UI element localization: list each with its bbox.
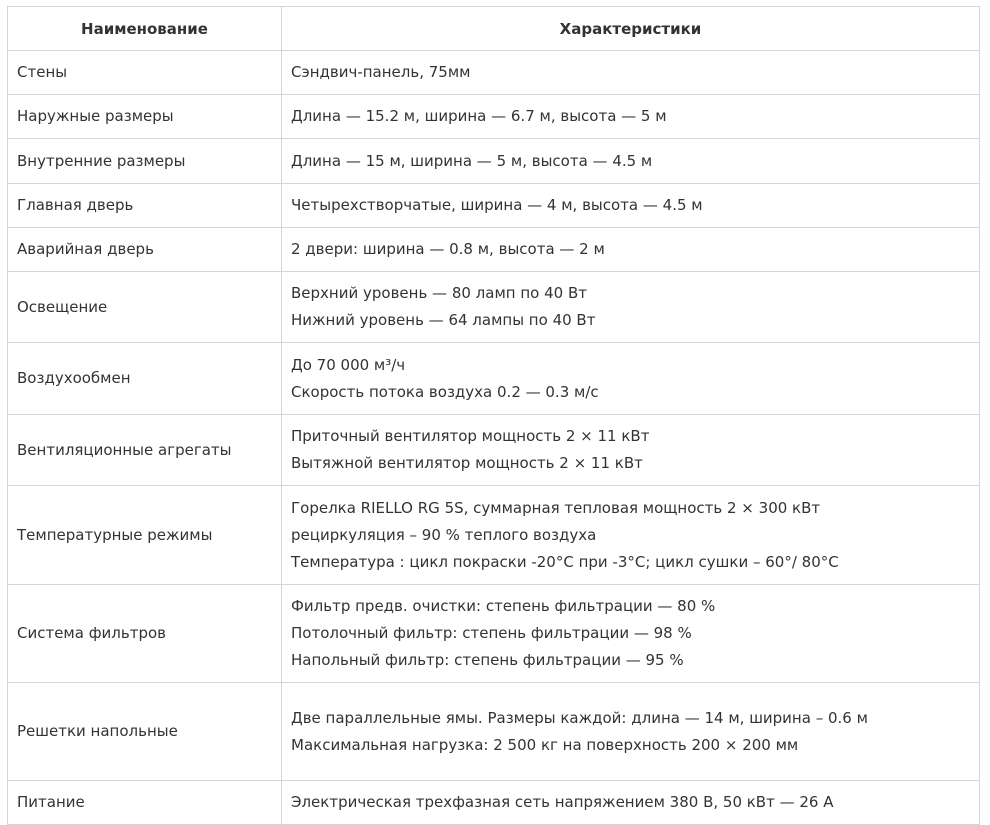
spec-line: Электрическая трехфазная сеть напряжением 380 В, 50 кВт — 26 А bbox=[291, 793, 834, 811]
spec-line: Четырехстворчатые, ширина — 4 м, высота — 4.5 м bbox=[291, 196, 703, 214]
row-specs bbox=[282, 585, 980, 683]
spec-line: Напольный фильтр: степень фильтрации — 95 % bbox=[291, 651, 684, 669]
table-row bbox=[8, 228, 980, 272]
spec-line: 2 двери: ширина — 0.8 м, высота — 2 м bbox=[291, 240, 605, 258]
table-row bbox=[8, 683, 980, 781]
table-row bbox=[8, 415, 980, 486]
spec-line: Вытяжной вентилятор мощность 2 × 11 кВт bbox=[291, 454, 643, 472]
spec-line: Верхний уровень — 80 ламп по 40 Вт bbox=[291, 284, 587, 302]
row-specs bbox=[282, 343, 980, 415]
table-row bbox=[8, 343, 980, 415]
header-name: Наименование bbox=[8, 7, 282, 51]
row-specs bbox=[282, 486, 980, 585]
row-name: Наружные размеры bbox=[8, 95, 282, 139]
row-specs bbox=[282, 781, 980, 825]
table-row bbox=[8, 585, 980, 683]
table-row bbox=[8, 781, 980, 825]
row-specs bbox=[282, 272, 980, 343]
table-row bbox=[8, 272, 980, 343]
spec-line: Температура : цикл покраски -20°С при -3°С; цикл сушки – 60°/ 80°С bbox=[291, 552, 839, 571]
header-row bbox=[8, 7, 980, 51]
row-specs bbox=[282, 228, 980, 272]
spec-line: Сэндвич-панель, 75мм bbox=[291, 63, 471, 81]
table-row bbox=[8, 95, 980, 139]
row-name: Решетки напольные bbox=[8, 683, 282, 781]
spec-table bbox=[7, 6, 980, 825]
spec-line: Максимальная нагрузка: 2 500 кг на поверхность 200 × 200 мм bbox=[291, 735, 799, 754]
row-name: Стены bbox=[8, 51, 282, 95]
row-name: Главная дверь bbox=[8, 184, 282, 228]
row-name: Температурные режимы bbox=[8, 486, 282, 585]
spec-line: До 70 000 м³/ч bbox=[291, 355, 406, 374]
row-specs bbox=[282, 139, 980, 184]
table-row bbox=[8, 139, 980, 184]
row-name: Воздухообмен bbox=[8, 343, 282, 415]
table-row bbox=[8, 184, 980, 228]
row-specs bbox=[282, 415, 980, 486]
row-name: Внутренние размеры bbox=[8, 139, 282, 184]
spec-line: Длина — 15 м, ширина — 5 м, высота — 4.5 м bbox=[291, 151, 653, 170]
row-name: Аварийная дверь bbox=[8, 228, 282, 272]
spec-line: Горелка RIELLO RG 5S, суммарная тепловая мощность 2 × 300 кВт bbox=[291, 498, 821, 517]
row-specs bbox=[282, 95, 980, 139]
header-specs: Характеристики bbox=[282, 7, 980, 51]
spec-line: Потолочный фильтр: степень фильтрации — 98 % bbox=[291, 624, 692, 642]
row-name: Питание bbox=[8, 781, 282, 825]
spec-line: Нижний уровень — 64 лампы по 40 Вт bbox=[291, 311, 596, 329]
table-row bbox=[8, 51, 980, 95]
row-name: Вентиляционные агрегаты bbox=[8, 415, 282, 486]
row-name: Освещение bbox=[8, 272, 282, 343]
row-specs bbox=[282, 51, 980, 95]
spec-line: рециркуляция – 90 % теплого воздуха bbox=[291, 525, 597, 544]
table-row bbox=[8, 486, 980, 585]
spec-line: Фильтр предв. очистки: степень фильтрации — 80 % bbox=[291, 597, 716, 615]
row-name: Система фильтров bbox=[8, 585, 282, 683]
row-specs bbox=[282, 184, 980, 228]
spec-line: Приточный вентилятор мощность 2 × 11 кВт bbox=[291, 427, 650, 445]
spec-line: Скорость потока воздуха 0.2 — 0.3 м/с bbox=[291, 382, 599, 401]
table-body bbox=[8, 51, 980, 825]
row-specs bbox=[282, 683, 980, 781]
spec-line: Две параллельные ямы. Размеры каждой: длина — 14 м, ширина – 0.6 м bbox=[291, 708, 868, 727]
table-header bbox=[8, 7, 980, 51]
spec-line: Длина — 15.2 м, ширина — 6.7 м, высота — 5 м bbox=[291, 107, 667, 125]
